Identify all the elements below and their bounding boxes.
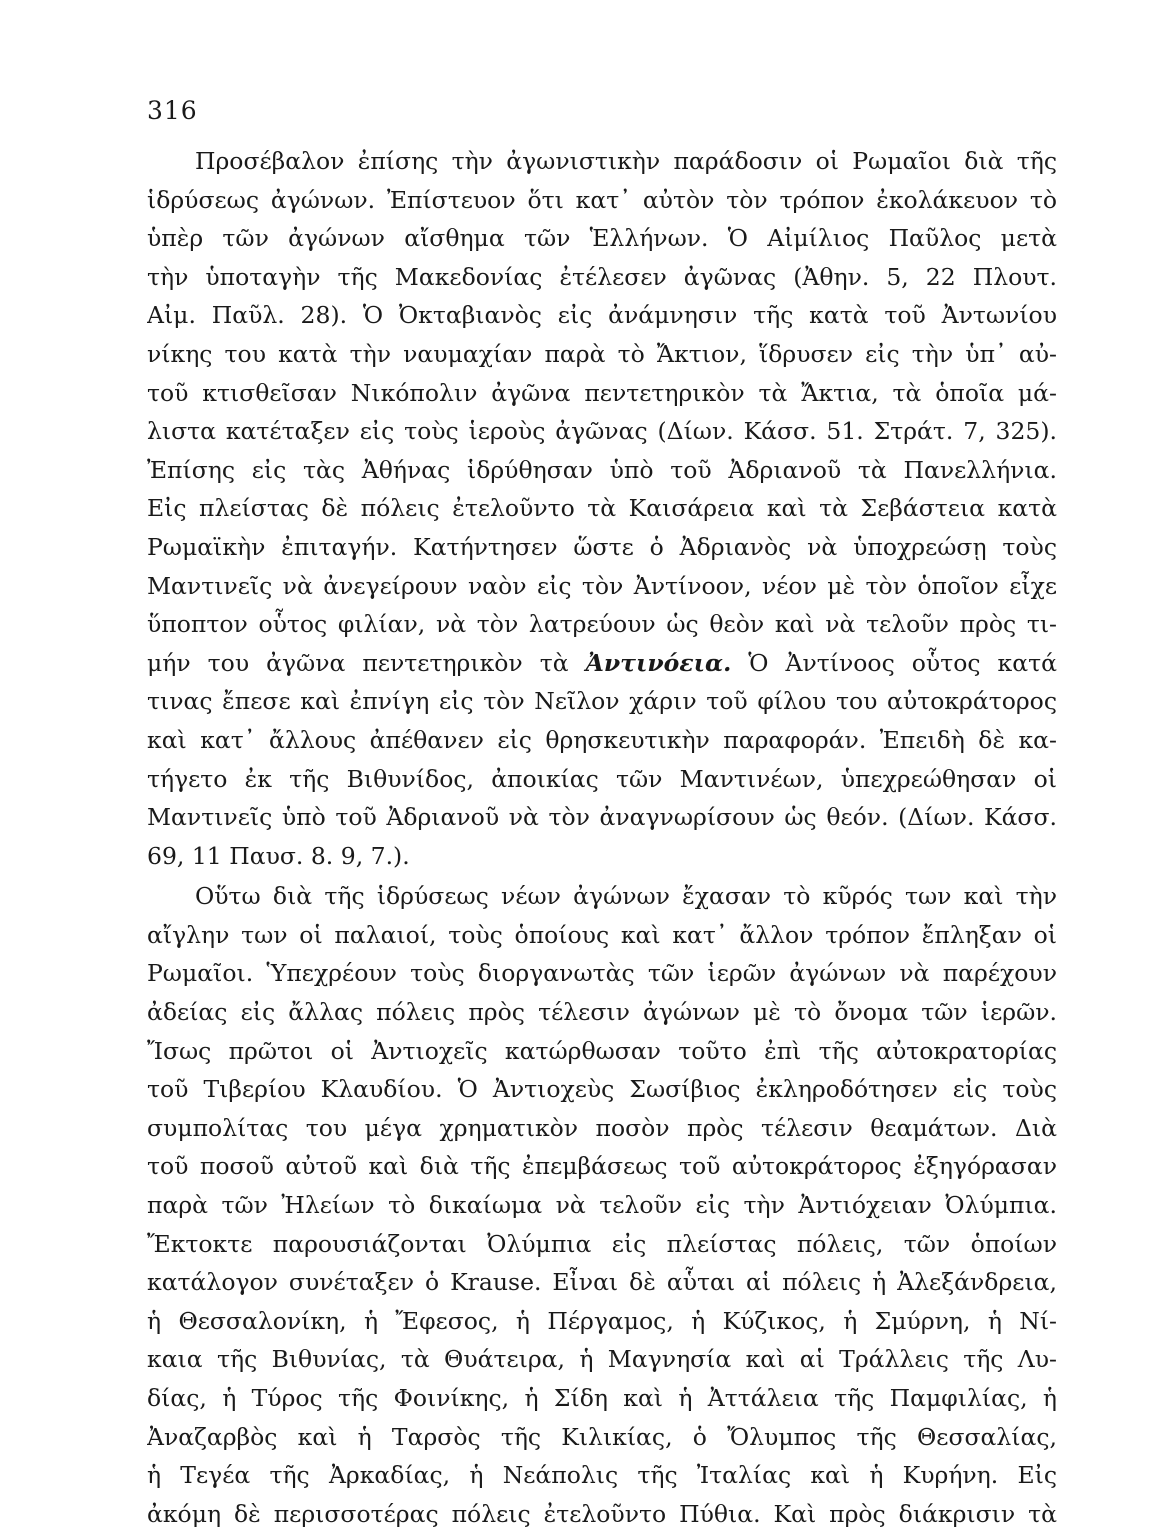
text-segment: μήν του ἀγῶνα πεντετηρικὸν τὰ (147, 648, 569, 677)
text-line: ἡ Τεγέα τῆς Ἀρκαδίας, ἡ Νεάπολις τῆς Ἰταλίας καὶ ἡ Κυρήνη. Εἰς (147, 1461, 1057, 1490)
text-line: τοῦ κτισθεῖσαν Νικόπολιν ἀγῶνα πεντετηρικὸν τὰ Ἄκτια, τὰ ὁποῖα μά- (147, 378, 1057, 407)
text-line: Ἴσως πρῶτοι οἱ Ἀντιοχεῖς κατώρθωσαν τοῦτο ἐπὶ τῆς αὐτοκρατορίας (147, 1036, 1057, 1065)
text-line: 69, 11 Παυσ. 8. 9, 7.). (147, 841, 410, 870)
text-line: Ἐπίσης εἰς τὰς Ἀθήνας ἱδρύθησαν ὑπὸ τοῦ Ἀδριανοῦ τὰ Πανελλήνια. (147, 455, 1057, 484)
body-text (147, 142, 1057, 1533)
text-line: Μαντινεῖς νὰ ἀνεγείρουν ναὸν εἰς τὸν Ἀντίνοον, νέον μὲ τὸν ὁποῖον εἶχε (147, 571, 1057, 600)
emphasized-term: Ἀντινόεια. (585, 648, 732, 677)
text-line: τοῦ ποσοῦ αὐτοῦ καὶ διὰ τῆς ἐπεμβάσεως τοῦ αὐτοκράτορος ἐξηγόρασαν (147, 1152, 1057, 1181)
text-line: λιστα κατέταξεν εἰς τοὺς ἱεροὺς ἀγῶνας (Δίων. Κάσσ. 51. Στράτ. 7, 325). (147, 417, 1057, 446)
text-line: Ρωμαϊκὴν ἐπιταγήν. Κατήντησεν ὥστε ὁ Ἀδριανὸς νὰ ὑποχρεώσῃ τοὺς (147, 532, 1057, 561)
text-line: παρὰ τῶν Ἠλείων τὸ δικαίωμα νὰ τελοῦν εἰς τὴν Ἀντιόχειαν Ὀλύμπια. (147, 1191, 1057, 1220)
text-line: Εἰς πλείστας δὲ πόλεις ἐτελοῦντο τὰ Καισάρεια καὶ τὰ Σεβάστεια κατὰ (147, 494, 1057, 523)
text-line: τήγετο ἐκ τῆς Βιθυνίδος, ἀποικίας τῶν Μαντινέων, ὑπεχρεώθησαν οἱ (147, 764, 1057, 793)
text-line: ἀκόμη δὲ περισσοτέρας πόλεις ἐτελοῦντο Πύθια. Καὶ πρὸς διάκρισιν τὰ (147, 1499, 1057, 1528)
text-line: αἴγλην των οἱ παλαιοί, τοὺς ὁποίους καὶ κατ᾽ ἄλλον τρόπον ἔπληξαν οἱ (147, 920, 1057, 949)
text-line: Ἀναζαρβὸς καὶ ἡ Ταρσὸς τῆς Κιλικίας, ὁ Ὄλυμπος τῆς Θεσσαλίας, (147, 1422, 1057, 1451)
text-segment: Ὁ Ἀντίνοος οὗτος κατά (748, 648, 1057, 677)
text-line: ἱδρύσεως ἀγώνων. Ἐπίστευον ὅτι κατ᾽ αὐτὸν τὸν τρόπον ἐκολάκευον τὸ (147, 185, 1057, 214)
text-line: δίας, ἡ Τύρος τῆς Φοινίκης, ἡ Σίδη καὶ ἡ Ἀττάλεια τῆς Παμφιλίας, ἡ (147, 1384, 1057, 1412)
page-number: 316 (147, 96, 198, 125)
text-line: Ἔκτοκτε παρουσιάζονται Ὀλύμπια εἰς πλείστας πόλεις, τῶν ὁποίων (147, 1229, 1057, 1258)
text-line: τὴν ὑποταγὴν τῆς Μακεδονίας ἐτέλεσεν ἀγῶνας (Ἀθην. 5, 22 Πλουτ. (147, 262, 1057, 291)
text-line: ὕποπτον οὗτος φιλίαν, νὰ τὸν λατρεύουν ὡς θεὸν καὶ νὰ τελοῦν πρὸς τι- (147, 610, 1057, 639)
text-line: Μαντινεῖς ὑπὸ τοῦ Ἀδριανοῦ νὰ τὸν ἀναγνωρίσουν ὡς θεόν. (Δίων. Κάσσ. (147, 803, 1057, 832)
text-line: Ρωμαῖοι. Ὑπεχρέουν τοὺς διοργανωτὰς τῶν ἱερῶν ἀγώνων νὰ παρέχουν (147, 959, 1057, 988)
text-line: Οὕτω διὰ τῆς ἱδρύσεως νέων ἀγώνων ἔχασαν τὸ κῦρός των καὶ τὴν (195, 882, 1057, 911)
text-line: συμπολίτας του μέγα χρηματικὸν ποσὸν πρὸς τέλεσιν θεαμάτων. Διὰ (147, 1113, 1057, 1142)
text-line: καὶ κατ᾽ ἄλλους ἀπέθανεν εἰς θρησκευτικὴν παραφοράν. Ἐπειδὴ δὲ κα- (147, 725, 1057, 754)
text-line: ἀδείας εἰς ἄλλας πόλεις πρὸς τέλεσιν ἀγώνων μὲ τὸ ὄνομα τῶν ἱερῶν. (147, 998, 1057, 1027)
text-line: ὑπὲρ τῶν ἀγώνων αἴσθημα τῶν Ἑλλήνων. Ὁ Αἰμίλιος Παῦλος μετὰ (147, 224, 1057, 253)
text-line: τινας ἔπεσε καὶ ἐπνίγη εἰς τὸν Νεῖλον χάριν τοῦ φίλου του αὐτοκράτορος (147, 687, 1057, 716)
text-line-with-emphasis (147, 644, 1057, 683)
text-line: τοῦ Τιβερίου Κλαυδίου. Ὁ Ἀντιοχεὺς Σωσίβιος ἐκληροδότησεν εἰς τοὺς (147, 1075, 1057, 1104)
text-line: νίκης του κατὰ τὴν ναυμαχίαν παρὰ τὸ Ἄκτιον, ἵδρυσεν εἰς τὴν ὑπ᾽ αὐ- (147, 339, 1057, 368)
text-line: Προσέβαλον ἐπίσης τὴν ἀγωνιστικὴν παράδοσιν οἱ Ρωμαῖοι διὰ τῆς (195, 147, 1057, 175)
text-line: καια τῆς Βιθυνίας, τὰ Θυάτειρα, ἡ Μαγνησία καὶ αἱ Τράλλεις τῆς Λυ- (147, 1345, 1057, 1374)
text-line: ἡ Θεσσαλονίκη, ἡ Ἔφεσος, ἡ Πέργαμος, ἡ Κύζικος, ἡ Σμύρνη, ἡ Νί- (147, 1306, 1057, 1335)
text-line: Αἰμ. Παῦλ. 28). Ὁ Ὀκταβιανὸς εἰς ἀνάμνησιν τῆς κατὰ τοῦ Ἀντωνίου (147, 301, 1057, 330)
text-line: κατάλογον συνέταξεν ὁ Krause. Εἶναι δὲ αὗται αἱ πόλεις ἡ Ἀλεξάνδρεια, (147, 1268, 1057, 1297)
